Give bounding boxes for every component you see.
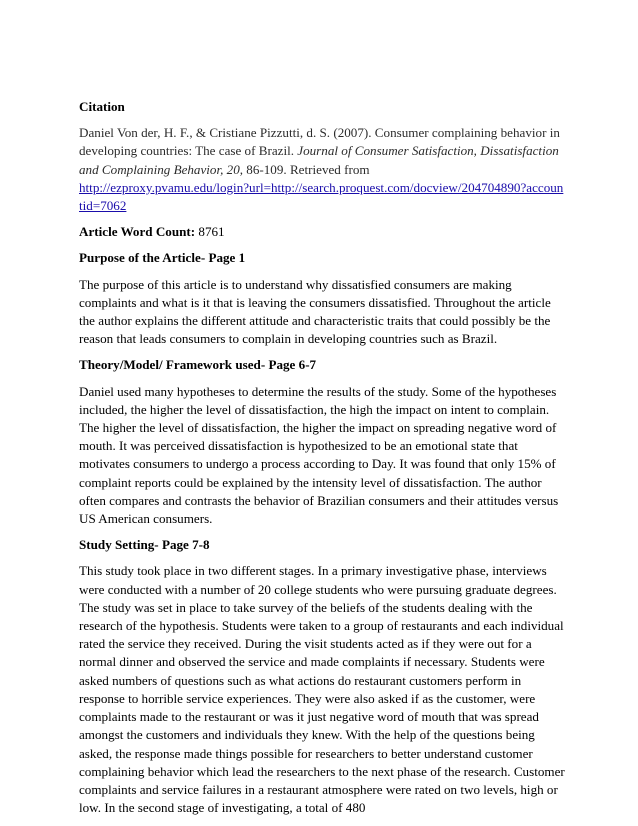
citation-link[interactable]: http://ezproxy.pvamu.edu/login?url=http://search.proquest.com/docview/204704890?accountid=7062: [79, 179, 564, 214]
citation-authors-title: Daniel Von der, H. F., & Cristiane Pizzutti, d. S. (2007). Consumer complaining behavior in developing countries: The case of Brazil.: [79, 125, 560, 159]
purpose-body: The purpose of this article is to understand why dissatisfied consumers are making complaints and what is it that is leaving the consumers dissatisfied. Throughout the article the author explains the different attitude and characteristic traits that could possibly be the reason that leads consumers to complain in developing countries such as Brazil.: [79, 276, 551, 347]
citation-journal: Journal of Consumer Satisfaction, Dissatisfaction and Complaining Behavior, 20,: [79, 143, 559, 177]
citation-entry: [79, 124, 565, 215]
theory-heading: Theory/Model/ Framework used- Page 6-7: [79, 357, 317, 373]
purpose-heading: Purpose of the Article- Page 1: [79, 250, 246, 266]
citation-heading: Citation: [79, 99, 125, 114]
word-count-label: Article Word Count:: [79, 224, 196, 240]
study-setting-body: This study took place in two different stages. In a primary investigative phase, interviews were conducted with a number of 20 college students who were pursuing graduate degrees. The study was set in place to take survey of the beliefs of the students dealing with the research of the hypothesis. Students were taken to a group of restaurants and each individual rated the service they received. During the visit students acted as if they were out for a normal dinner and observed the service and made complaints if necessary. Students were asked numbers of questions such as what actions do restaurant customers perform in response to horrible service experiences. They were also asked if as the customer, were complaints made to the restaurant or was it just negative word of mouth that was spread amongst the customers and individuals they knew. With the help of the questions being asked, the response made things possible for researchers to better understand customer complaining behavior which lead the researchers to the next phase of the research. Customer complaints and service failures in a restaurant atmosphere were rated on two levels, high or low. In the second stage of investigating, a total of 480: [79, 563, 565, 816]
citation-pages-retrieved: 86-109. Retrieved from: [243, 161, 370, 177]
theory-body: Daniel used many hypotheses to determine the results of the study. Some of the hypotheses included, the higher the level of dissatisfaction, the high the impact on intent to complain. The higher the level of dissatisfaction, the higher the impact on spreading negative word of mouth. It was perceived dissatisfaction is hypothesized to be an emotional state that motivates consumers to undergo a process according to Day. It was found that only 15% of complaint reports could be explained by the intensity level of dissatisfaction. The author often compares and contrasts the behavior of Brazilian consumers and their attitudes versus US American consumers.: [79, 383, 559, 527]
document-page: [79, 98, 565, 825]
study-setting-heading: Study Setting- Page 7-8: [79, 537, 210, 553]
word-count-line: [79, 223, 565, 241]
word-count-value: 8761: [195, 224, 225, 240]
